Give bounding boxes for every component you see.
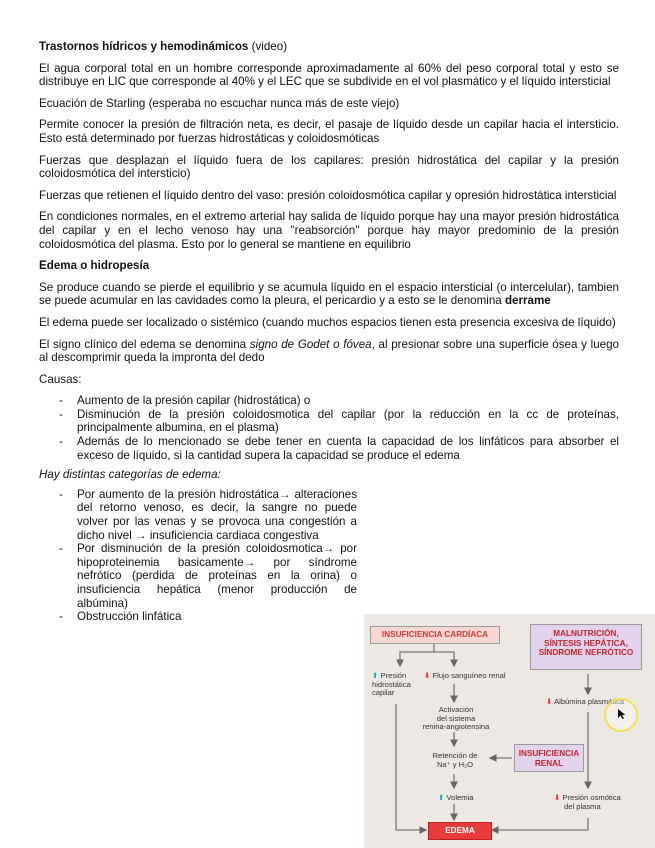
arrow-cardiaca-down: [400, 644, 434, 666]
albumina-text: Albúmina plasmática: [554, 697, 625, 706]
arrow-down-icon: ⬇: [554, 793, 561, 802]
activacion-line-1: Activación: [438, 705, 474, 714]
label-presion-osmotica: [554, 794, 621, 811]
paragraph-fuerzas-retienen: Fuerzas que retienen el líquido dentro del vaso: presión coloidosmótica capilar y opresión hidrostática intersticial: [39, 188, 617, 202]
arrow-up-icon: ⬆: [438, 793, 445, 802]
volemia-text: Volemia: [446, 793, 474, 802]
osmotica-line-2: del plasma: [564, 801, 601, 811]
causas-label: Causas:: [39, 372, 82, 386]
causas-list: [39, 394, 619, 462]
paragraph-agua-corporal: El agua corporal total en un hombre corresponde aproximadamente al 60% del peso corporal total y esto se distribuye en LIC que corresponde al 40% y el LEC que se subdivide en el vol plasmático y el líquido intersticial: [39, 61, 619, 89]
edema-flow-diagram: [364, 614, 655, 848]
presion-line-1: Presión: [380, 671, 407, 680]
box-insuficiencia-cardiaca: INSUFICIENCIA CARDÍACA: [370, 626, 500, 644]
arrow-down-icon: ⬇: [546, 697, 553, 706]
edema-definicion-text: Se produce cuando se pierde el equilibrio y se acumula líquido en el espacio intersticial (o intercelular), tambien se puede acumular en las cavidades como la pleura, el pericardio y a esto se le denomina: [39, 280, 619, 308]
malnutricion-line-3: SÍNDROME NEFRÓTICO: [538, 648, 634, 657]
arrow-osmotica-edema: [492, 818, 588, 830]
arrow-cardiaca-flujo: [434, 652, 454, 666]
flujo-text: Flujo sanguíneo renal: [432, 671, 506, 680]
list-item: - Obstrucción linfática: [39, 610, 357, 624]
paragraph-fuerzas-desplazan: Fuerzas que desplazan el líquido fuera de los capilares: presión hidrostática del capilar y la presión coloidosmótica del intersticio): [39, 153, 619, 181]
heading-edema: Edema o hidropesía: [39, 259, 150, 273]
document-body: [39, 40, 619, 630]
title-suffix: (video): [248, 40, 288, 53]
godet-italic: signo de Godet o fóvea: [249, 337, 372, 351]
list-item: - Por aumento de la presión hidrostática→ alteraciones del retorno venoso, es decir, la sangre no puede volver por las venas y se provoca una congestión a dicho nivel → insuficiencia cardiaca congestiva: [39, 488, 357, 542]
activacion-line-2: del sistema: [436, 713, 476, 723]
label-activacion: [418, 706, 494, 732]
box-insuficiencia-renal: [514, 744, 584, 772]
list-item: - Por disminución de la presión coloidosmotica→ por hipoproteinemia basicamente→ por síndrome nefrótico (perdida de proteínas en la orina) o insuficiencia hepática (menor producción de albúmina): [39, 542, 357, 610]
label-volemia: [438, 794, 474, 803]
paragraph-edema-definicion: [39, 281, 619, 308]
paragraph-filtracion: Permite conocer la presión de filtración neta, es decir, el pasaje de líquido desde un capilar hacia el intersticio. Esto está determinado por fuerzas hidrostáticas y coloidosmóticas: [39, 118, 619, 145]
paragraph-localizado: El edema puede ser localizado o sistémico (cuando muchos espacios tienen esta presencia excesiva de líquido): [39, 315, 616, 329]
paragraph-godet: [39, 338, 619, 365]
box-edema: EDEMA: [428, 822, 492, 840]
malnutricion-line-2: SÍNTESIS HEPÁTICA,: [544, 638, 628, 648]
presion-line-3: capilar: [372, 688, 395, 698]
retencion-line-2: Na⁺ y H₂O: [436, 759, 474, 769]
presion-line-2: hidrostática: [372, 679, 411, 689]
list-item: - Disminución de la presión coloidosmotica del capilar (por la reducción en la cc de proteínas, principalmente albumina, en el plasma): [39, 408, 619, 435]
godet-text-a: El signo clínico del edema se denomina: [39, 337, 250, 351]
osmotica-line-1: Presión osmótica: [562, 793, 621, 802]
categorias-list: [39, 488, 357, 624]
renal-line-2: RENAL: [534, 758, 564, 768]
title-bold: Trastornos hídricos y hemodinámicos: [39, 40, 249, 53]
activacion-line-3: renina-angiotensina: [422, 722, 490, 732]
renal-line-1: INSUFICIENCIA: [518, 749, 580, 758]
box-malnutricion: [530, 624, 642, 670]
document-title: [39, 40, 619, 54]
arrow-down-icon: ⬇: [424, 671, 431, 680]
godet-text-b: , al presionar sobre una superficie ósea y luego al descomprimir queda la impronta del dedo: [39, 337, 619, 365]
mouse-pointer-icon: [617, 708, 627, 720]
categorias-label: Hay distintas categorías de edema:: [39, 468, 221, 482]
arrow-up-icon: ⬆: [372, 671, 379, 680]
retencion-line-1: Retención de: [432, 751, 478, 760]
label-retencion: [426, 752, 484, 769]
paragraph-starling: Ecuación de Starling (esperaba no escuchar nunca más de este viejo): [39, 96, 400, 110]
malnutricion-line-1: MALNUTRICIÓN,: [553, 629, 619, 638]
label-presion-hidrostatica: [372, 672, 411, 698]
paragraph-condiciones-normales: En condiciones normales, en el extremo arterial hay salida de líquido porque hay una mayor presión hidrostática del capilar y en el lecho venoso hay una ''reabsorción'' porque hay mayor predominio de la presión coloidosmótica del plasma. Esto por lo general se mantiene en equilibrio: [39, 210, 619, 251]
list-item: - Además de lo mencionado se debe tener en cuenta la capacidad de los linfáticos para absorber el exceso de líquido, si la cantidad supera la capacidad se produce el edema: [39, 435, 619, 462]
label-flujo-renal: [424, 672, 506, 681]
derrame-bold: derrame: [504, 294, 551, 308]
list-item: - Aumento de la presión capilar (hidrostática) o: [39, 394, 619, 408]
